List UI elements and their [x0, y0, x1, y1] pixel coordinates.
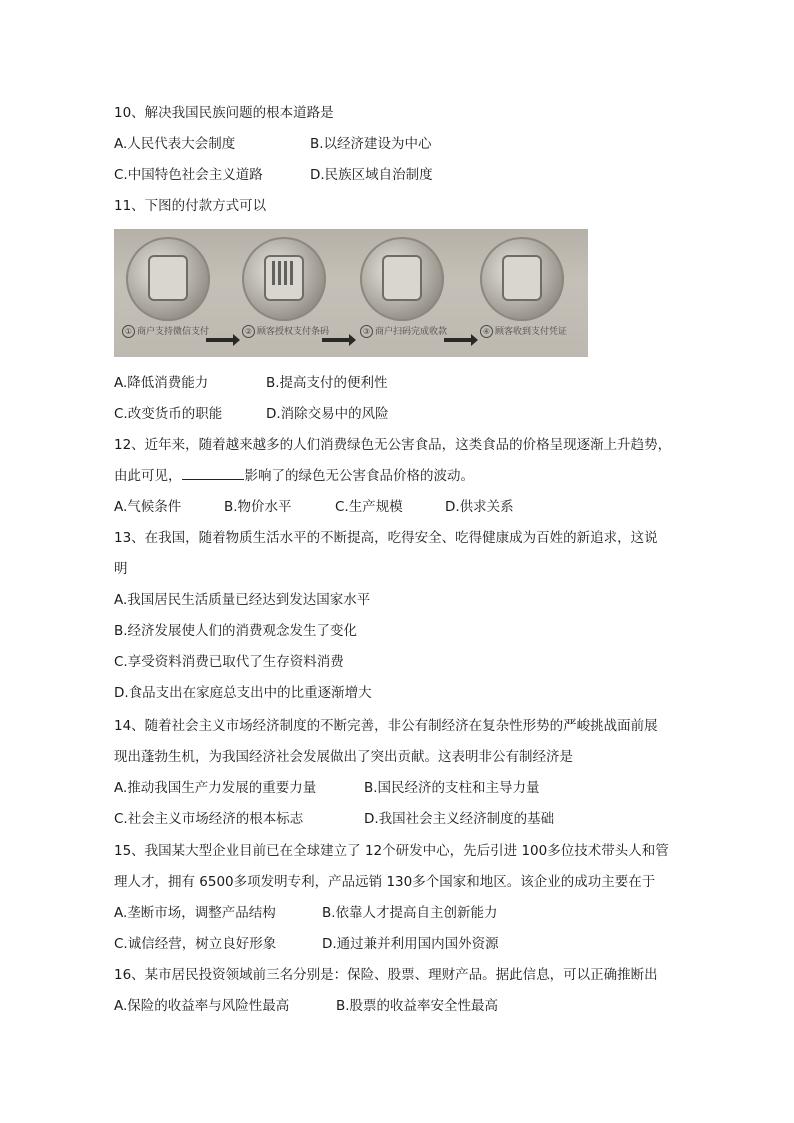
q16-option-b[interactable]: B.股票的收益率安全性最高 [336, 998, 499, 1014]
payment-process-figure [114, 229, 588, 357]
q12-option-d[interactable]: D.供求关系 [445, 499, 514, 515]
q14-stem-line2: 现出蓬勃生机，为我国经济社会发展做出了突出贡献。这表明非公有制经济是 [114, 749, 573, 765]
step-1-number: ① [122, 325, 135, 338]
q12-answer-blank[interactable] [182, 466, 244, 480]
q13-stem-line2: 明 [114, 561, 128, 577]
q14-option-b[interactable]: B.国民经济的支柱和主导力量 [364, 780, 540, 796]
step-4-number: ④ [480, 325, 493, 338]
q15-option-b[interactable]: B.依靠人才提高自主创新能力 [322, 905, 498, 921]
q14-option-d[interactable]: D.我国社会主义经济制度的基础 [364, 811, 555, 827]
q10-option-c[interactable]: C.中国特色社会主义道路 [114, 167, 263, 183]
q11-stem: 11、下图的付款方式可以 [114, 198, 267, 214]
step-3-text: 商户扫码完成收款 [375, 327, 448, 337]
q14-option-a[interactable]: A.推动我国生产力发展的重要力量 [114, 780, 317, 796]
arrow-1-icon [206, 338, 234, 342]
q15-option-d[interactable]: D.通过兼并利用国内国外资源 [322, 936, 499, 952]
q10-option-a[interactable]: A.人民代表大会制度 [114, 136, 236, 152]
q15-option-a[interactable]: A.垄断市场，调整产品结构 [114, 905, 276, 921]
q11-option-b[interactable]: B.提高支付的便利性 [266, 375, 388, 391]
q13-stem-line1: 13、在我国，随着物质生活水平的不断提高，吃得安全、吃得健康成为百姓的新追求，这说 [114, 530, 658, 546]
q12-stem-line2 [114, 466, 474, 486]
q13-option-b[interactable]: B.经济发展使人们的消费观念发生了变化 [114, 623, 358, 639]
q12-stem-suffix: 影响了的绿色无公害食品价格的波动。 [244, 468, 474, 484]
q12-option-b[interactable]: B.物价水平 [224, 499, 292, 515]
q13-option-d[interactable]: D.食品支出在家庭总支出中的比重逐渐增大 [114, 685, 372, 701]
step-1-text: 商户支持微信支付 [137, 327, 210, 337]
step-4-image [480, 237, 564, 321]
q10-option-b[interactable]: B.以经济建设为中心 [310, 136, 432, 152]
q12-stem-line1: 12、近年来，随着越来越多的人们消费绿色无公害食品，这类食品的价格呈现逐渐上升趋势， [114, 437, 672, 453]
q13-option-c[interactable]: C.享受资料消费已取代了生存资料消费 [114, 654, 344, 670]
q16-option-a[interactable]: A.保险的收益率与风险性最高 [114, 998, 290, 1014]
q13-option-a[interactable]: A.我国居民生活质量已经达到发达国家水平 [114, 592, 371, 608]
step-3-caption [360, 325, 447, 338]
step-1-image [126, 237, 210, 321]
q14-option-c[interactable]: C.社会主义市场经济的根本标志 [114, 811, 304, 827]
step-2-number: ② [242, 325, 255, 338]
step-4-caption [480, 325, 567, 338]
q16-stem: 16、某市居民投资领域前三名分别是：保险、股票、理财产品。据此信息，可以正确推断出 [114, 967, 658, 983]
q11-option-d[interactable]: D.消除交易中的风险 [266, 406, 389, 422]
arrow-3-icon [444, 338, 472, 342]
step-3-image [360, 237, 444, 321]
arrow-2-icon [322, 338, 350, 342]
q10-option-d[interactable]: D.民族区域自治制度 [310, 167, 433, 183]
q15-option-c[interactable]: C.诚信经营，树立良好形象 [114, 936, 277, 952]
q14-stem-line1: 14、随着社会主义市场经济制度的不断完善，非公有制经济在复杂性形势的严峻挑战面前展 [114, 718, 658, 734]
q15-stem-line1: 15、我国某大型企业目前已在全球建立了 12个研发中心，先后引进 100多位技术带头人和管 [114, 843, 669, 859]
step-1-caption [122, 325, 209, 338]
q12-stem-prefix: 由此可见， [114, 468, 182, 484]
q11-option-c[interactable]: C.改变货币的职能 [114, 406, 223, 422]
q11-option-a[interactable]: A.降低消费能力 [114, 375, 209, 391]
step-2-image [242, 237, 326, 321]
q12-option-c[interactable]: C.生产规模 [335, 499, 403, 515]
step-2-caption [242, 325, 329, 338]
q10-stem: 10、解决我国民族问题的根本道路是 [114, 105, 334, 121]
step-2-text: 顾客授权支付条码 [257, 327, 330, 337]
q12-option-a[interactable]: A.气候条件 [114, 499, 182, 515]
step-4-text: 顾客收到支付凭证 [495, 327, 568, 337]
q15-stem-line2: 理人才，拥有 6500多项发明专利，产品远销 130多个国家和地区。该企业的成功主要在于 [114, 874, 656, 890]
step-3-number: ③ [360, 325, 373, 338]
